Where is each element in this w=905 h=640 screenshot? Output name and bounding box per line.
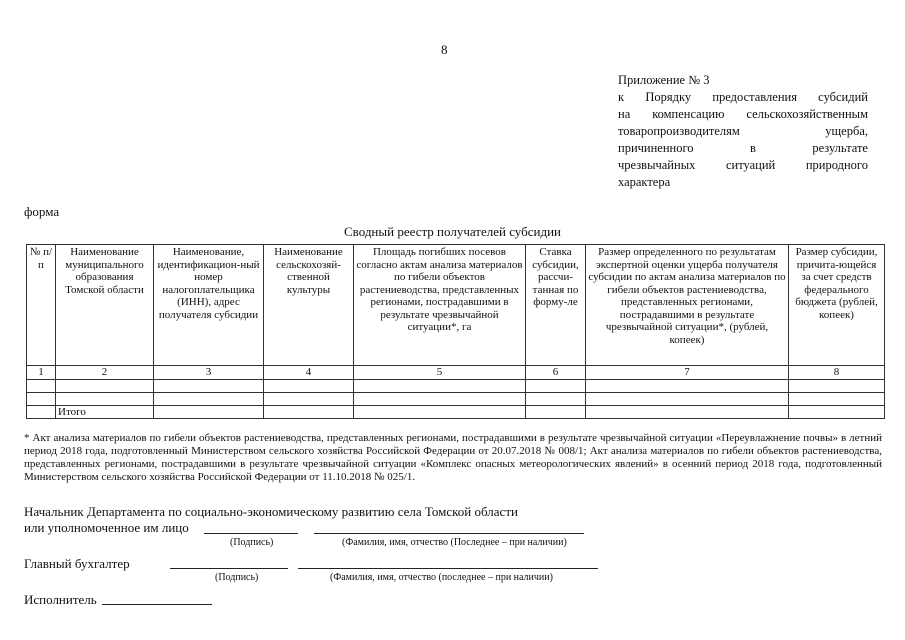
appendix-block [618,72,868,191]
page-number: 8 [441,42,448,57]
header-cell: № п/п [27,245,56,366]
header-cell: Ставка субсидии, рассчи-танная по форму-ле [526,245,586,366]
table-cell [354,392,526,405]
head-name-line [314,533,584,534]
table-cell [526,392,586,405]
document-title: Сводный реестр получателей субсидии [343,224,562,239]
registry-table [26,244,885,419]
table-cell [789,405,885,419]
form-label: форма [24,204,60,219]
table-cell [586,379,789,392]
footnote: * Акт анализа материалов по гибели объектов растениеводства, представленных регионами, пострадавшими в результате чрезвычайной ситуации «Переувлажнение почвы» в летний период 2018 года, подготовленный Министерством сельского хозяйства Российской Федерации от 20.07.2018 № 008/1; Акт анализа материалов по гибели объектов растениеводства, представленных регионами, пострадавшими в результате чрезвычайной ситуации «Комплекс опасных метеорологических явлений» в осенний период 2018 года, подготовленный Министерством сельского хозяйства Российской Федерации от 11.10.2018 № 025/1. [24,432,882,483]
column-number: 4 [264,366,354,380]
chief-accountant-label: Главный бухгалтер [24,556,130,571]
table-row [27,392,885,405]
table-header-row [27,245,885,366]
accountant-name-line [298,568,598,569]
table-cell [526,379,586,392]
table-row [27,379,885,392]
table-cell [354,379,526,392]
table-cell [526,405,586,419]
appendix-title: Приложение № 3 [618,73,710,87]
name-caption: (Фамилия, имя, отчество (последнее – при наличии) [330,572,553,583]
table-cell [264,379,354,392]
total-label: Итого [56,405,154,419]
executor-label: Исполнитель [24,592,97,607]
appendix-line: на компенсацию сельскохозяйственным [618,107,868,121]
table-cell [586,392,789,405]
table-cell [354,405,526,419]
appendix-line: товаропроизводителям ущерба, [618,124,868,138]
header-cell: Площадь погибших посевов согласно актам анализа материалов по гибели объектов растениеводства, представленных регионами, пострадавшими в результате чрезвычайной ситуации*, га [354,245,526,366]
table-cell [789,379,885,392]
table-cell [264,405,354,419]
column-number: 3 [154,366,264,380]
column-number-row [27,366,885,380]
authorized-person-label: или уполномоченное им лицо [24,520,189,535]
appendix-line: к Порядку предоставления субсидий [618,90,868,104]
header-cell: Наименование сельскохозяй-ственной культуры [264,245,354,366]
table-cell [264,392,354,405]
executor-line [102,604,212,605]
table-cell [27,405,56,419]
head-signature-line [204,533,298,534]
table-cell [56,392,154,405]
signature-caption: (Подпись) [230,537,274,548]
column-number: 8 [789,366,885,380]
table-cell [789,392,885,405]
table-cell [586,405,789,419]
appendix-line: характера [618,175,671,189]
column-number: 7 [586,366,789,380]
header-cell: Наименование муниципального образования Томской области [56,245,154,366]
column-number: 6 [526,366,586,380]
appendix-line: причиненного в результате [618,141,868,155]
appendix-line: чрезвычайных ситуаций природного [618,158,868,172]
accountant-signature-line [170,568,288,569]
table-cell [56,379,154,392]
head-position-title: Начальник Департамента по социально-экономическому развитию села Томской области [24,504,518,519]
column-number: 5 [354,366,526,380]
header-cell: Наименование, идентификацион-ный номер налогоплательщика (ИНН), адрес получателя субсидии [154,245,264,366]
total-row [27,405,885,419]
column-number: 2 [56,366,154,380]
table-cell [154,392,264,405]
table-cell [154,405,264,419]
table-cell [154,379,264,392]
name-caption: (Фамилия, имя, отчество (Последнее – при наличии) [342,537,567,548]
header-cell: Размер субсидии, причита-ющейся за счет средств федерального бюджета (рублей, копеек) [789,245,885,366]
column-number: 1 [27,366,56,380]
table-cell [27,392,56,405]
table-cell [27,379,56,392]
header-cell: Размер определенного по результатам экспертной оценки ущерба получателя субсидии по актам анализа материалов по гибели объектов растениеводства, представленных регионами, пострадавшими в результате чрезвычайной ситуации*, (рублей, копеек) [586,245,789,366]
signature-caption: (Подпись) [215,572,259,583]
